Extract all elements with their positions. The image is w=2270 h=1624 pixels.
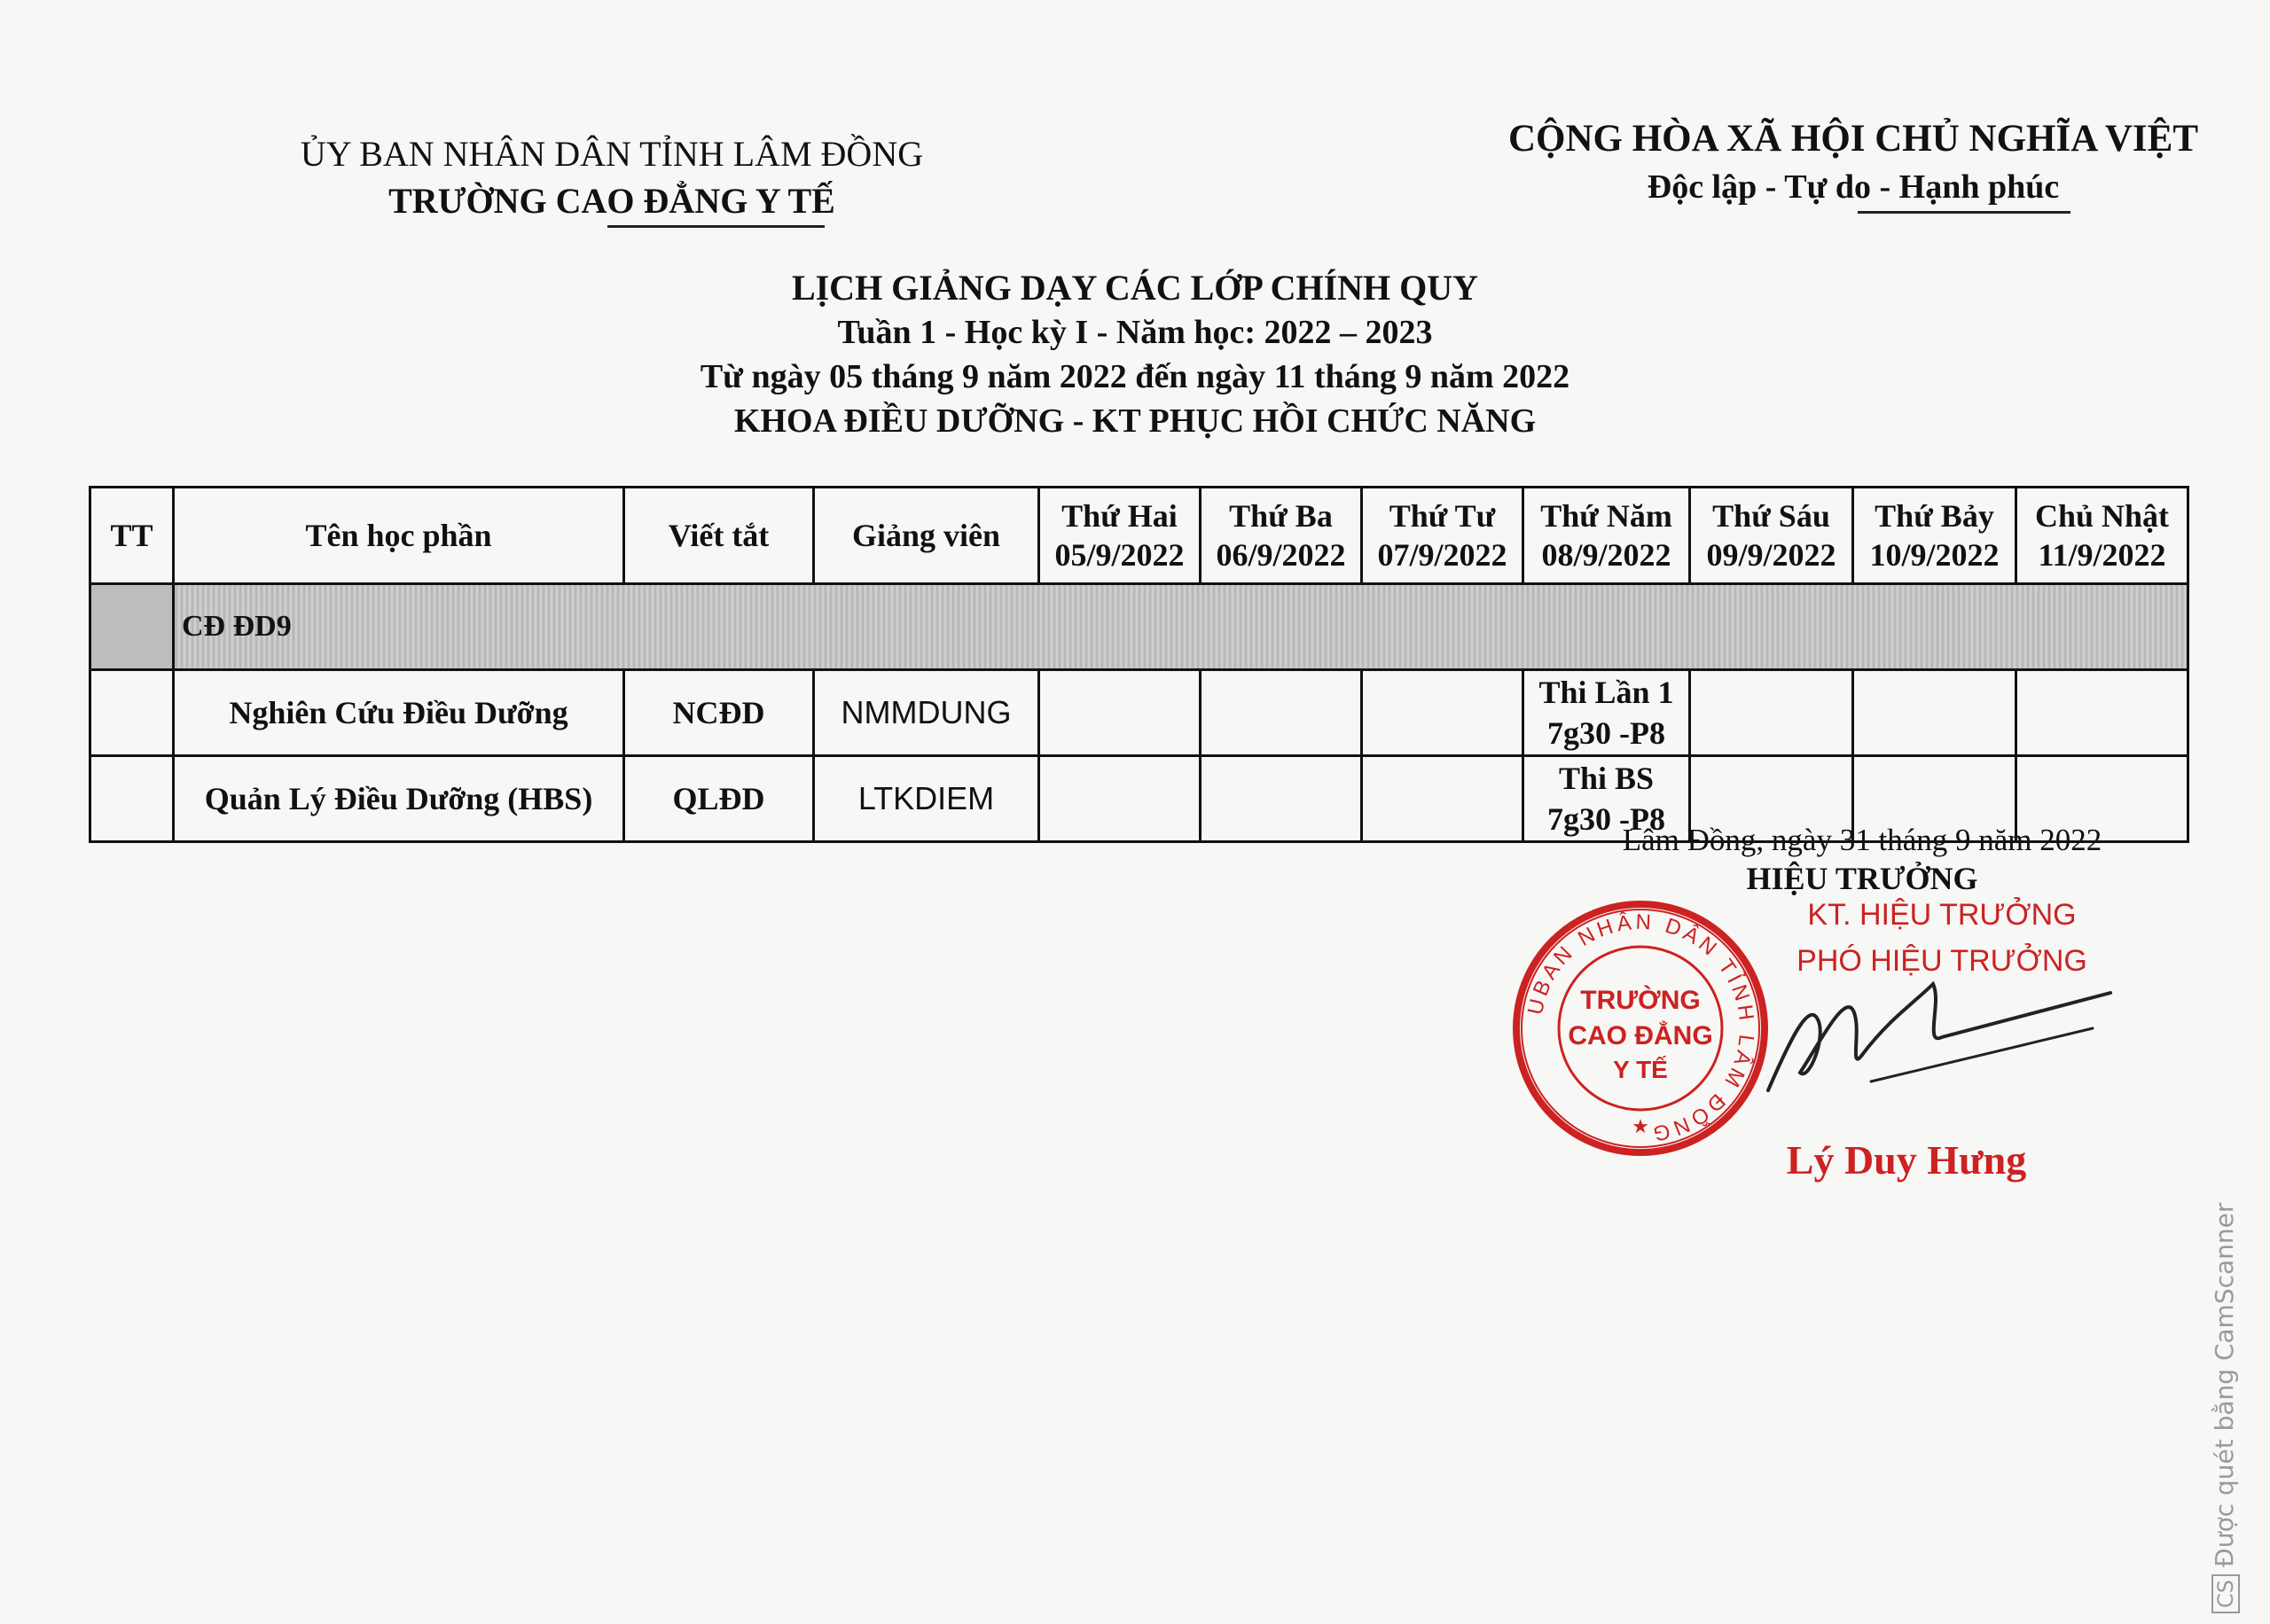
row-lecturer: LTKDIEM [814, 756, 1039, 842]
school-name: TRƯỜNG CAO ĐẲNG Y TẾ [388, 181, 835, 221]
day-date: 06/9/2022 [1216, 537, 1346, 573]
cell-saturday [1853, 670, 2016, 756]
exam-label: Thi BS [1558, 761, 1655, 796]
day-name: Thứ Tư [1389, 498, 1496, 534]
exam-time-room: 7g30 -P8 [1547, 715, 1665, 751]
official-seal [1507, 895, 1773, 1161]
day-date: 07/9/2022 [1377, 537, 1507, 573]
seal-ring-text: UBAN NHÂN DÂN TỈNH LÂM ĐỒNG [1522, 910, 1759, 1146]
header-saturday [1853, 488, 2016, 584]
authority-line: ỦY BAN NHÂN DÂN TỈNH LÂM ĐỒNG [300, 134, 924, 174]
seal-line-2: CAO ĐẲNG [1568, 1021, 1713, 1050]
day-date: 09/9/2022 [1706, 537, 1836, 573]
header-tt: TT [90, 488, 174, 584]
cell-monday [1039, 670, 1201, 756]
row-tt [90, 756, 174, 842]
cell-thursday [1523, 670, 1690, 756]
place-date: Lâm Đồng, ngày 31 tháng 9 năm 2022 [1622, 823, 2102, 857]
row-abbr: QLĐD [624, 756, 814, 842]
schedule-table [89, 486, 2189, 843]
header-monday [1039, 488, 1201, 584]
day-name: Thứ Bảy [1875, 498, 1994, 534]
title-line-3: Từ ngày 05 tháng 9 năm 2022 đến ngày 11 tháng 9 năm 2022 [700, 358, 1570, 395]
vice-principal-line: PHÓ HIỆU TRƯỞNG [1796, 944, 2087, 978]
handwritten-signature [1765, 966, 2119, 1117]
seal-star-icon: ★ [1632, 1115, 1649, 1137]
class-group-row [90, 584, 2188, 670]
row-tt [90, 670, 174, 756]
row-lecturer: NMMDUNG [814, 670, 1039, 756]
class-group-name: CĐ ĐD9 [174, 584, 2188, 670]
signature-block [1578, 823, 2146, 897]
day-name: Thứ Năm [1540, 498, 1672, 534]
title-line-1: LỊCH GIẢNG DẠY CÁC LỚP CHÍNH QUY [791, 268, 1479, 308]
exam-time-room: 7g30 -P8 [1547, 801, 1665, 837]
cell-tuesday [1201, 670, 1362, 756]
school-underline [607, 225, 825, 228]
day-date: 05/9/2022 [1054, 537, 1185, 573]
header-row [90, 488, 2188, 584]
kt-line: KT. HIỆU TRƯỞNG [1807, 898, 2077, 932]
header-lecturer: Giảng viên [814, 488, 1039, 584]
cell-wednesday [1362, 670, 1523, 756]
national-motto [1507, 117, 2199, 207]
header-tuesday [1201, 488, 1362, 584]
header-friday [1690, 488, 1853, 584]
motto-underline [1858, 211, 2070, 214]
cell-tuesday [1201, 756, 1362, 842]
document-title [621, 266, 1649, 443]
day-name: Chủ Nhật [2034, 498, 2170, 534]
day-name: Thứ Sáu [1712, 498, 1830, 534]
cell-monday [1039, 756, 1201, 842]
title-line-4: KHOA ĐIỀU DƯỠNG - KT PHỤC HỒI CHỨC NĂNG [733, 402, 1537, 440]
motto-line: Độc lập - Tự do - Hạnh phúc [1647, 168, 2060, 206]
table-row [90, 670, 2188, 756]
header-sunday [2016, 488, 2188, 584]
seal-line-3: Y TẾ [1613, 1056, 1668, 1083]
watermark-text: Được quét bằng CamScanner [2210, 1202, 2239, 1567]
title-line-2: Tuần 1 - Học kỳ I - Năm học: 2022 – 2023 [837, 314, 1433, 351]
header-wednesday [1362, 488, 1523, 584]
day-date: 08/9/2022 [1541, 537, 1671, 573]
camscanner-logo-icon: CS [2211, 1574, 2240, 1613]
day-name: Thứ Ba [1229, 498, 1333, 534]
day-date: 11/9/2022 [2038, 537, 2166, 573]
cell-wednesday [1362, 756, 1523, 842]
cell-friday [1690, 670, 1853, 756]
day-name: Thứ Hai [1061, 498, 1178, 534]
signer-name: Lý Duy Hưng [1786, 1137, 2027, 1183]
header-thursday [1523, 488, 1690, 584]
country-name: CỘNG HÒA XÃ HỘI CHỦ NGHĨA VIỆT [1507, 118, 2199, 160]
row-subject: Quản Lý Điều Dưỡng (HBS) [174, 756, 624, 842]
class-group-tt [90, 584, 174, 670]
cell-sunday [2016, 670, 2188, 756]
scanner-watermark [2210, 1203, 2240, 1613]
exam-label: Thi Lần 1 [1538, 675, 1674, 710]
header-subject: Tên học phần [174, 488, 624, 584]
header-abbr: Viết tắt [624, 488, 814, 584]
signer-role: HIỆU TRƯỞNG [1746, 861, 1978, 896]
issuing-authority [293, 133, 931, 222]
seal-line-1: TRƯỜNG [1580, 986, 1701, 1015]
row-subject: Nghiên Cứu Điều Dưỡng [174, 670, 624, 756]
row-abbr: NCĐD [624, 670, 814, 756]
day-date: 10/9/2022 [1869, 537, 2000, 573]
